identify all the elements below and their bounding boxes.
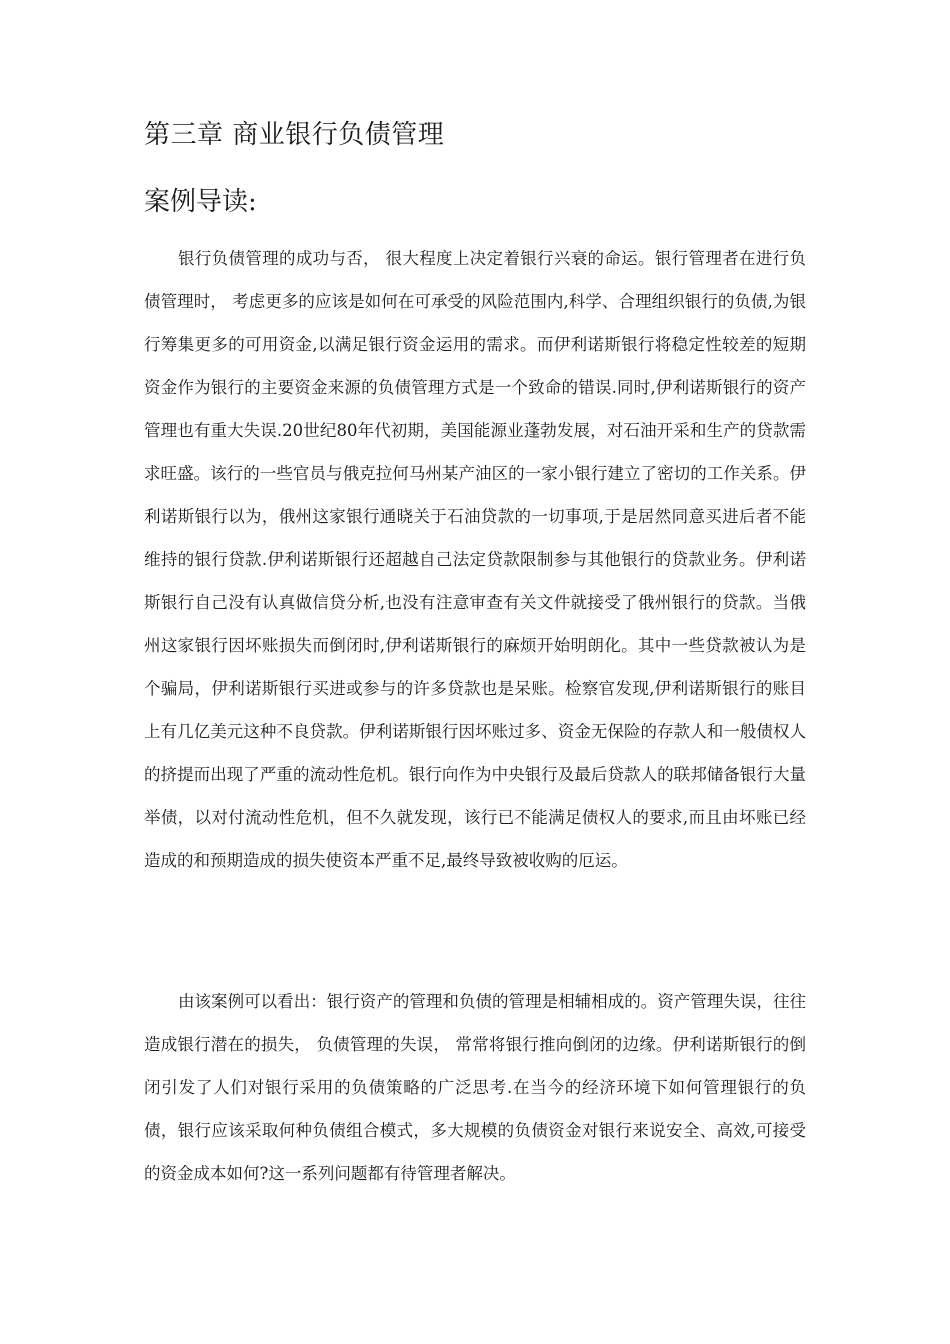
section-title: 案例导读:: [144, 187, 257, 217]
chapter-title: 第三章 商业银行负债管理: [144, 120, 445, 150]
case-paragraph: 银行负债管理的成功与否， 很大程度上决定着银行兴衰的命运。银行管理者在进行负债管理时， 考虑更多的应该是如何在可承受的风险范围内,科学、合理组织银行的负债,为银行筹集更多的可用资金,以满足银行资金运用的需求。而伊利诺斯银行将稳定性较差的短期资金作为银行的主要资金来源的负债管理方式是一个致命的错误.同时,伊利诺斯银行的资产管理也有重大失误.20世纪80年代初期，美国能源业蓬勃发展，对石油开采和生产的贷款需求旺盛。该行的一些官员与俄克拉何马州某产油区的一家小银行建立了密切的工作关系。伊利诺斯银行以为，俄州这家银行通晓关于石油贷款的一切事项,于是居然同意买进后者不能维持的银行贷款.伊利诺斯银行还超越自己法定贷款限制参与其他银行的贷款业务。伊利诺斯银行自己没有认真做信贷分析,也没有注意审查有关文件就接受了俄州银行的贷款。当俄州这家银行因坏账损失而倒闭时,伊利诺斯银行的麻烦开始明朗化。其中一些贷款被认为是个骗局，伊利诺斯银行买进或参与的许多贷款也是呆账。检察官发现,伊利诺斯银行的账目上有几亿美元这种不良贷款。伊利诺斯银行因坏账过多、资金无保险的存款人和一般债权人的挤提而出现了严重的流动性危机。银行向作为中央银行及最后贷款人的联邦储备银行大量举债，以对付流动性危机，但不久就发现，该行已不能满足债权人的要求,而且由坏账已经造成的和预期造成的损失使资本严重不足,最终导致被收购的厄运。: [144, 249, 806, 870]
conclusion-paragraph: 由该案例可以看出：银行资产的管理和负债的管理是相辅相成的。资产管理失误，往往造成银行潜在的损失， 负债管理的失误， 常常将银行推向倒闭的边缘。伊利诺斯银行的倒闭引发了人们对银行采用的负债策略的广泛思考.在当今的经济环境下如何管理银行的负债，银行应该采取何种负债组合模式，多大规模的负债资金对银行来说安全、高效,可接受的资金成本如何?这一系列问题都有待管理者解决。: [144, 992, 806, 1183]
